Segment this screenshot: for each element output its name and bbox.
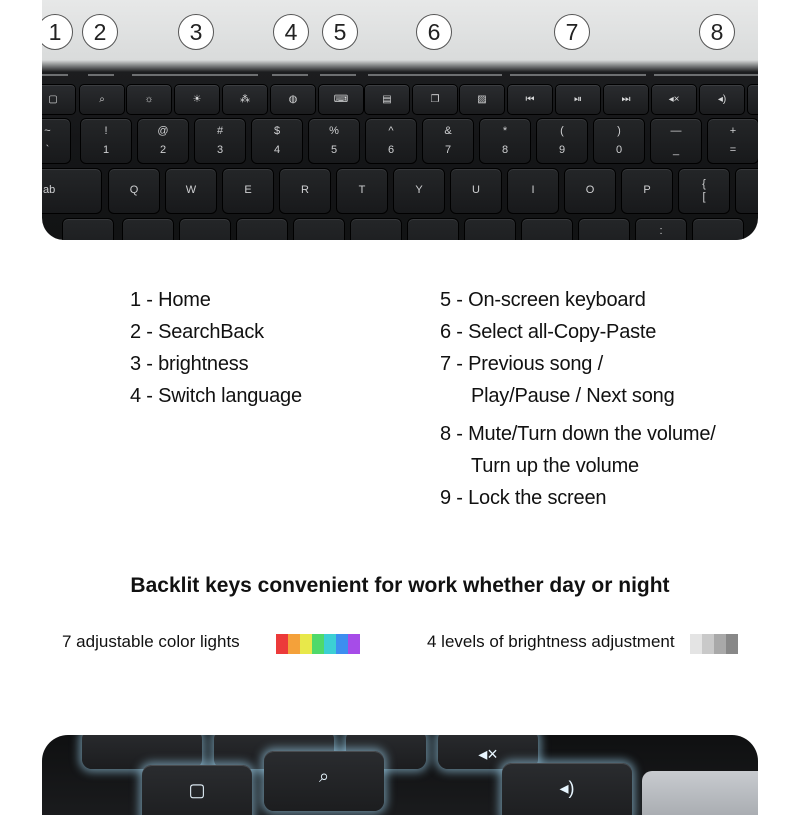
color-swatch xyxy=(276,634,288,654)
key-r xyxy=(279,168,331,214)
brightness-levels-label: 4 levels of brightness adjustment xyxy=(427,632,675,651)
key-5 xyxy=(308,118,360,164)
key-label: W xyxy=(185,184,197,196)
key-backslash xyxy=(735,168,758,214)
key-lower: _ xyxy=(672,144,680,156)
play-pause-key xyxy=(555,84,601,115)
color-swatch xyxy=(324,634,336,654)
group-bracket xyxy=(132,74,258,76)
key-upper: ) xyxy=(617,125,621,137)
key-9 xyxy=(536,118,588,164)
backlight-headline: Backlit keys convenient for work whether day or night xyxy=(130,574,670,597)
group-bracket xyxy=(368,74,502,76)
lock-key xyxy=(747,84,758,115)
volume-up-icon: ◂) xyxy=(717,94,727,105)
legend-item-lock: 9 - Lock the screen xyxy=(440,487,607,509)
search-icon: ⌕ xyxy=(99,94,105,105)
key-lower: 3 xyxy=(216,144,224,156)
key-lower: 1 xyxy=(102,144,110,156)
key-label: I xyxy=(531,184,535,196)
volume-up-icon: ◂) xyxy=(559,778,575,798)
key-label: ab xyxy=(43,184,56,196)
color-lights-label: 7 adjustable color lights xyxy=(62,632,240,651)
legend-item-language: 4 - Switch language xyxy=(130,385,302,407)
key-partial xyxy=(407,218,459,240)
legend-left-column xyxy=(130,284,302,412)
key-tab xyxy=(42,168,102,214)
key-i xyxy=(507,168,559,214)
brightness-swatch xyxy=(714,634,726,654)
select-all-key xyxy=(364,84,410,115)
previous-track-key xyxy=(507,84,553,115)
key-upper: ( xyxy=(560,125,564,137)
keyboard-frame xyxy=(642,771,758,815)
key-upper: @ xyxy=(157,125,169,137)
key-p xyxy=(621,168,673,214)
key-lower: 8 xyxy=(501,144,509,156)
key-lower: ` xyxy=(45,144,50,156)
brightness-down-icon: ☼ xyxy=(144,94,154,105)
legend-item-media: 7 - Previous song / xyxy=(440,353,603,375)
group-bracket xyxy=(510,74,646,76)
key-w xyxy=(165,168,217,214)
legend-item-brightness: 3 - brightness xyxy=(130,353,249,375)
key-lower: = xyxy=(729,144,737,156)
key-label: U xyxy=(472,184,480,196)
key-partial xyxy=(179,218,231,240)
key-lower: 4 xyxy=(273,144,281,156)
key-o xyxy=(564,168,616,214)
key-partial xyxy=(122,218,174,240)
legend-right-column xyxy=(440,284,716,514)
key-3 xyxy=(194,118,246,164)
volume-up-key xyxy=(699,84,745,115)
key-upper: * xyxy=(502,125,508,137)
key-upper: # xyxy=(216,125,224,137)
key-partial xyxy=(464,218,516,240)
number-label-row xyxy=(42,0,758,75)
brightness-swatch xyxy=(726,634,738,654)
play-pause-icon: ⏯ xyxy=(574,94,582,105)
key-partial xyxy=(293,218,345,240)
globe-icon: ◍ xyxy=(288,94,298,105)
group-bracket xyxy=(272,74,308,76)
key-partial xyxy=(350,218,402,240)
key-upper: ~ xyxy=(44,125,51,137)
group-bracket xyxy=(42,74,68,76)
key-upper: : xyxy=(659,225,663,237)
language-key xyxy=(270,84,316,115)
key-label: P xyxy=(643,184,651,196)
brightness-up-key xyxy=(174,84,220,115)
home-icon: ▢ xyxy=(48,94,58,105)
key-upper: % xyxy=(329,125,339,137)
next-track-icon: ⏭ xyxy=(621,94,631,105)
key-upper: + xyxy=(729,125,737,137)
search-key xyxy=(79,84,125,115)
brightness-down-key xyxy=(126,84,172,115)
legend-item-keyboard: 5 - On-screen keyboard xyxy=(440,289,646,311)
key-label: T xyxy=(358,184,366,196)
key-label: Y xyxy=(415,184,423,196)
color-swatch xyxy=(348,634,360,654)
number-label-3: 3 xyxy=(178,14,214,50)
backlight-key xyxy=(222,84,268,115)
backlit-home-key xyxy=(142,765,252,815)
key-label: E xyxy=(244,184,252,196)
legend-item-media-continued: Play/Pause / Next song xyxy=(471,385,675,407)
key-lower: 5 xyxy=(330,144,338,156)
number-label-7: 7 xyxy=(554,14,590,50)
key-upper: ! xyxy=(104,125,108,137)
previous-track-icon: ⏮ xyxy=(525,94,535,105)
legend-item-volume-continued: Turn up the volume xyxy=(471,455,639,477)
number-label-2: 2 xyxy=(82,14,118,50)
key-0 xyxy=(593,118,645,164)
brightness-levels-swatches xyxy=(690,634,738,654)
key-7 xyxy=(422,118,474,164)
next-track-key xyxy=(603,84,649,115)
color-lights-swatches xyxy=(276,634,360,654)
backlit-keyboard-photo xyxy=(42,735,758,815)
group-bracket xyxy=(320,74,356,76)
key-tilde xyxy=(42,118,71,164)
select-all-icon: ▤ xyxy=(382,94,392,105)
key-upper: ^ xyxy=(388,125,394,137)
mute-key xyxy=(651,84,697,115)
legend-item-home: 1 - Home xyxy=(130,289,211,311)
brightness-up-icon: ☀ xyxy=(192,94,202,105)
key-q xyxy=(108,168,160,214)
search-icon: ⌕ xyxy=(318,766,330,786)
number-label-6: 6 xyxy=(416,14,452,50)
home-key xyxy=(42,84,76,115)
group-bracket xyxy=(88,74,114,76)
function-key-row xyxy=(42,84,758,114)
group-bracket xyxy=(654,74,758,76)
number-label-1: 1 xyxy=(42,14,73,50)
color-swatch xyxy=(312,634,324,654)
key-u xyxy=(450,168,502,214)
key-upper: $ xyxy=(273,125,281,137)
key-partial xyxy=(236,218,288,240)
copy-icon: ❐ xyxy=(430,94,440,105)
color-swatch xyxy=(300,634,312,654)
paste-key xyxy=(459,84,505,115)
copy-key xyxy=(412,84,458,115)
color-swatch xyxy=(288,634,300,654)
key-bracket xyxy=(678,168,730,214)
key-lower: 7 xyxy=(444,144,452,156)
paste-icon: ▨ xyxy=(477,94,487,105)
color-swatch xyxy=(336,634,348,654)
function-keyboard-photo xyxy=(42,0,758,240)
key-minus xyxy=(650,118,702,164)
backlit-search-key xyxy=(264,751,384,811)
key-semicolon xyxy=(635,218,687,240)
key-label: R xyxy=(301,184,309,196)
brightness-swatch xyxy=(690,634,702,654)
key-upper: — xyxy=(670,125,682,137)
key-2 xyxy=(137,118,189,164)
key-partial xyxy=(692,218,744,240)
legend-item-copy-paste: 6 - Select all-Copy-Paste xyxy=(440,321,657,343)
number-label-5: 5 xyxy=(322,14,358,50)
key-partial xyxy=(578,218,630,240)
key-6 xyxy=(365,118,417,164)
key-upper: & xyxy=(444,125,452,137)
key-y xyxy=(393,168,445,214)
key-8 xyxy=(479,118,531,164)
number-label-8: 8 xyxy=(699,14,735,50)
key-lower: 9 xyxy=(558,144,566,156)
key-lower: 2 xyxy=(159,144,167,156)
key-label: Q xyxy=(129,184,139,196)
backlight-icon: ⁂ xyxy=(240,94,250,105)
mute-icon: ◂× xyxy=(668,94,680,105)
key-partial xyxy=(521,218,573,240)
key-label: { [ xyxy=(702,178,706,203)
key-label: O xyxy=(585,184,595,196)
key-t xyxy=(336,168,388,214)
key-4 xyxy=(251,118,303,164)
home-icon: ▢ xyxy=(188,780,206,800)
key-partial xyxy=(62,218,114,240)
brightness-swatch xyxy=(702,634,714,654)
legend-item-search: 2 - SearchBack xyxy=(130,321,264,343)
legend-item-volume: 8 - Mute/Turn down the volume/ xyxy=(440,423,716,445)
key-1 xyxy=(80,118,132,164)
backlit-key xyxy=(82,735,202,769)
number-label-4: 4 xyxy=(273,14,309,50)
key-e xyxy=(222,168,274,214)
mute-icon: ◂× xyxy=(478,744,498,764)
key-lower: 6 xyxy=(387,144,395,156)
keyboard-icon: ⌨ xyxy=(333,94,349,105)
on-screen-keyboard-key xyxy=(318,84,364,115)
backlit-volume-up-key xyxy=(502,763,632,815)
key-lower: 0 xyxy=(615,144,623,156)
key-equals xyxy=(707,118,758,164)
